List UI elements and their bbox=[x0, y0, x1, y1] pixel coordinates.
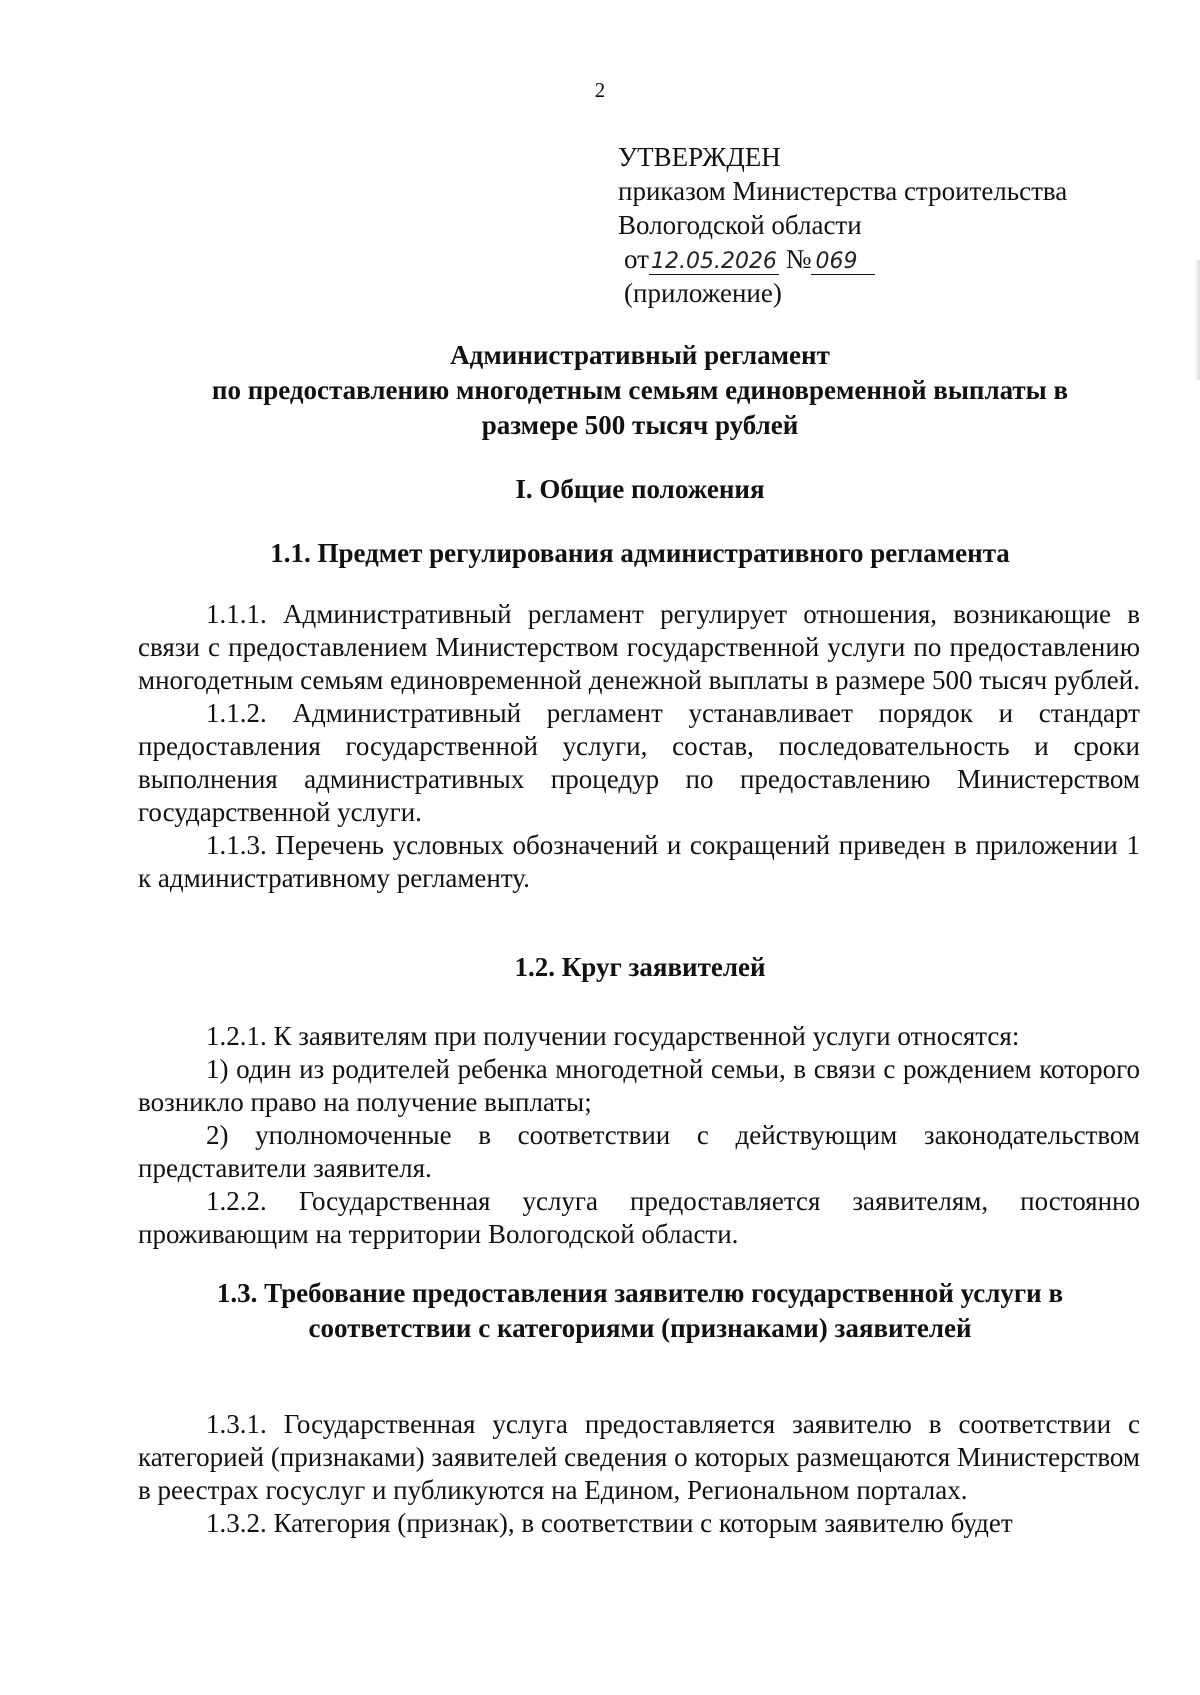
document-title bbox=[140, 338, 1140, 443]
number-label: № bbox=[785, 244, 812, 274]
title-line-3: размере 500 тысяч рублей bbox=[481, 410, 799, 440]
page-number: 2 bbox=[594, 78, 606, 102]
paragraph: 1.2.2. Государственная услуга предоставляется заявителям, постоянно проживающим на территории Вологодской области. bbox=[138, 1186, 1140, 1249]
paragraph: 1.3.1. Государственная услуга предоставляется заявителю в соответствии с категорией (признаками) заявителей сведения о которых размещаются Министерством в реестрах госуслуг и публикуются на Едином, Региональном порталах. bbox=[138, 1409, 1140, 1505]
subsection-heading-1-3 bbox=[140, 1276, 1140, 1346]
handwritten-date: 12.05.2026 bbox=[649, 250, 779, 275]
approval-line-2: Вологодской области bbox=[618, 210, 862, 240]
approval-note: (приложение) bbox=[624, 278, 782, 308]
from-label: от bbox=[624, 244, 649, 274]
handwritten-number: 069 bbox=[811, 250, 875, 275]
paragraph: 1.1.2. Административный регламент устанавливает порядок и стандарт предоставления государственной услуги, состав, последовательность и сроки выполнения административных процедур по предоставлению Министерством государственной услуги. bbox=[138, 698, 1140, 827]
approval-line-1: приказом Министерства строительства bbox=[618, 176, 1068, 206]
paragraph: 1.1.3. Перечень условных обозначений и сокращений приведен в приложении 1 к административному регламенту. bbox=[138, 830, 1140, 893]
approval-stamp: УТВЕРЖДЕН bbox=[618, 142, 781, 172]
paragraph: 1.2.1. К заявителям при получении государственной услуги относятся: bbox=[206, 1021, 1020, 1051]
paragraphs-1-3 bbox=[138, 1408, 1140, 1540]
paragraph: 2) уполномоченные в соответствии с действующим законодательством представители заявителя. bbox=[138, 1120, 1140, 1183]
section-heading-1: I. Общие положения bbox=[515, 474, 765, 504]
subsection-1-3-line-2: соответствии с категориями (признаками) заявителей bbox=[308, 1313, 972, 1343]
subsection-heading-1-1: 1.1. Предмет регулирования административного регламента bbox=[270, 538, 1010, 568]
paragraphs-1-2 bbox=[138, 1020, 1140, 1251]
paragraph: 1.3.2. Категория (признак), в соответствии с которым заявителю будет bbox=[206, 1508, 1013, 1538]
approval-date-line bbox=[618, 242, 1138, 276]
title-line-1: Административный регламент bbox=[450, 340, 830, 370]
paragraph: 1) один из родителей ребенка многодетной семьи, в связи с рождением которого возникло право на получение выплаты; bbox=[138, 1054, 1140, 1117]
subsection-1-3-line-1: 1.3. Требование предоставления заявителю государственной услуги в bbox=[216, 1278, 1064, 1308]
title-line-2: по предоставлению многодетным семьям единовременной выплаты в bbox=[211, 375, 1069, 405]
subsection-heading-1-2: 1.2. Круг заявителей bbox=[514, 952, 766, 982]
approval-block bbox=[618, 140, 1138, 310]
paragraphs-1-1 bbox=[138, 598, 1140, 895]
scan-edge-shadow bbox=[1194, 260, 1200, 380]
paragraph: 1.1.1. Административный регламент регулирует отношения, возникающие в связи с предоставлением Министерством государственной услуги по предоставлению многодетным семьям единовременной денежной выплаты в размере 500 тысяч рублей. bbox=[138, 599, 1140, 695]
